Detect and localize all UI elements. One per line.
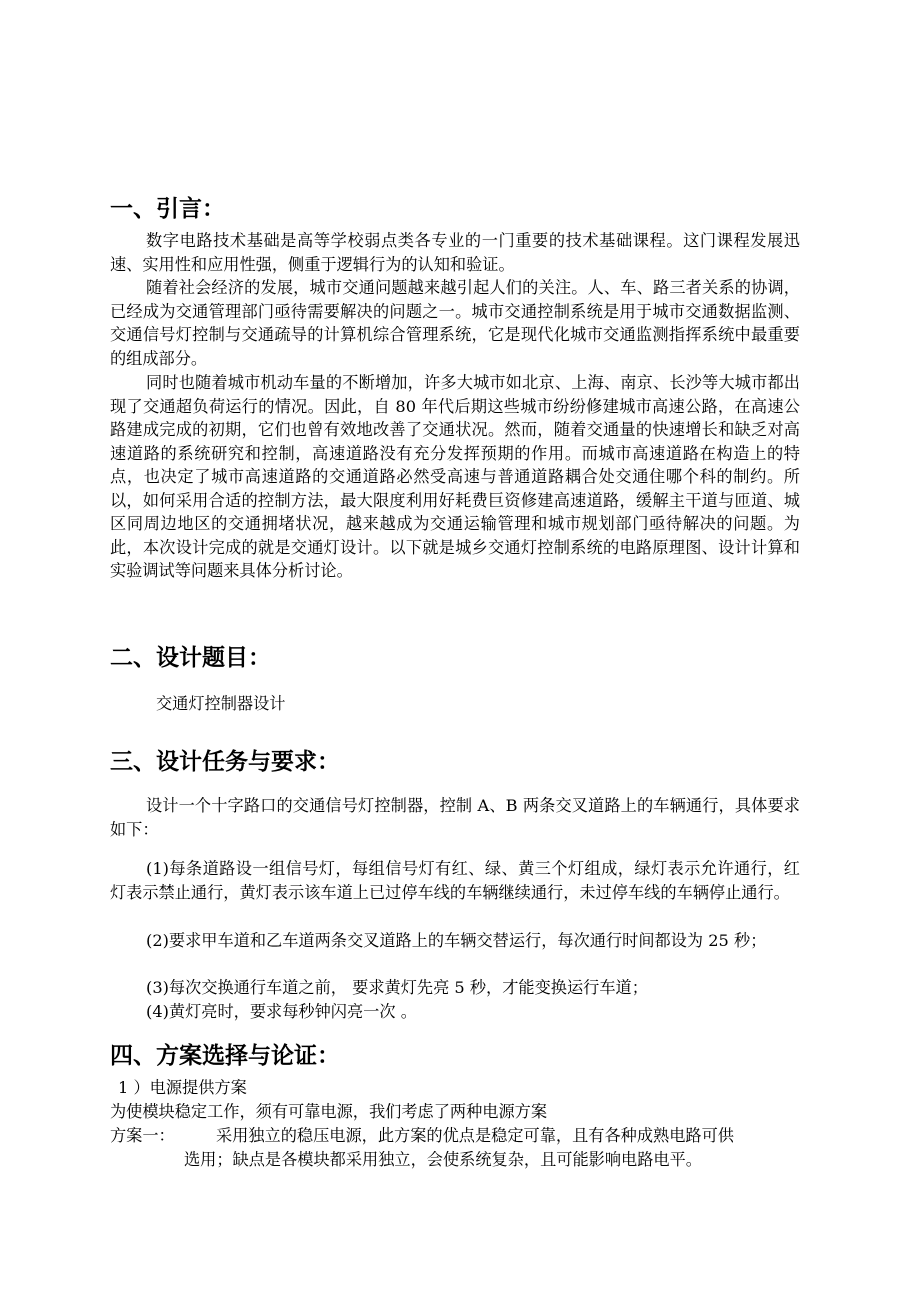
design-topic: 交通灯控制器设计 xyxy=(156,694,286,713)
intro-paragraph-2: 随着社会经济的发展，城市交通问题越来越引起人们的关注。人、车、路三者关系的协调，已经成为交通管理部门亟待需要解决的问题之一。城市交通控制系统是用于城市交通数据监测、交通信号灯控制与交通疏导的计算机综合管理系统，它是现代化城市交通监测指挥系统中最重要的组成部分。 xyxy=(110,278,800,368)
section-1-heading: 一、引言： xyxy=(110,196,225,222)
task-intro: 设计一个十字路口的交通信号灯控制器，控制 A、B 两条交叉道路上的车辆通行，具体要求如下： xyxy=(110,796,800,839)
section-4-heading: 四、方案选择与论证： xyxy=(110,1043,340,1069)
section-3-heading: 三、设计任务与要求： xyxy=(110,749,340,775)
requirement-2: (2)要求甲车道和乙车道两条交叉道路上的车辆交替运行，每次通行时间都设为 25 秒； xyxy=(146,931,767,950)
intro-paragraph-3: 同时也随着城市机动车量的不断增加，许多大城市如北京、上海、南京、长沙等大城市都出现了交通超负荷运行的情况。因此，自 80 年代后期这些城市纷纷修建城市高速公路，在高速公路建成完成的初期，它们也曾有效地改善了交通状况。然而，随着交通量的快速增长和缺乏对高速道路的系统研究和控制，高速道路没有充分发挥预期的作用。而城市高速道路在构造上的特点，也决定了城市高速道路的交通道路必然受高速与普通道路耦合处交通住哪个科的制约。所以，如何采用合适的控制方法，最大限度利用好耗费巨资修建高速道路，缓解主干道与匝道、城区同周边地区的交通拥堵状况，越来越成为交通运输管理和城市规划部门亟待解决的问题。为此，本次设计完成的就是交通灯设计。以下就是城乡交通灯控制系统的电路原理图、设计计算和实验调试等问题来具体分析讨论。 xyxy=(110,373,800,580)
plan-1-text-line-1: 采用独立的稳压电源，此方案的优点是稳定可靠，且有各种成熟电路可供 xyxy=(216,1126,734,1145)
power-intro-line: 为使模块稳定工作，须有可靠电源，我们考虑了两种电源方案 xyxy=(110,1102,548,1121)
requirement-3: (3)每次交换通行车道之前， 要求黄灯先亮 5 秒，才能变换运行车道； xyxy=(146,978,648,997)
plan-1-text-line-2: 选用；缺点是各模块都采用独立，会使系统复杂，且可能影响电路电平。 xyxy=(184,1150,702,1169)
intro-paragraph-1: 数字电路技术基础是高等学校弱点类各专业的一门重要的技术基础课程。这门课程发展迅速、实用性和应用性强，侧重于逻辑行为的认知和验证。 xyxy=(110,231,800,274)
section-2-heading: 二、设计题目： xyxy=(110,645,271,671)
requirement-4: (4)黄灯亮时，要求每秒钟闪亮一次 。 xyxy=(146,1002,417,1021)
requirement-1: (1)每条道路设一组信号灯，每组信号灯有红、绿、黄三个灯组成，绿灯表示允许通行，红灯表示禁止通行，黄灯表示该车道上已过停车线的车辆继续通行，未过停车线的车辆停止通行。 xyxy=(110,859,800,902)
plan-1-label: 方案一： xyxy=(110,1126,175,1145)
subsection-power-title: 1 ）电源提供方案 xyxy=(118,1078,247,1097)
